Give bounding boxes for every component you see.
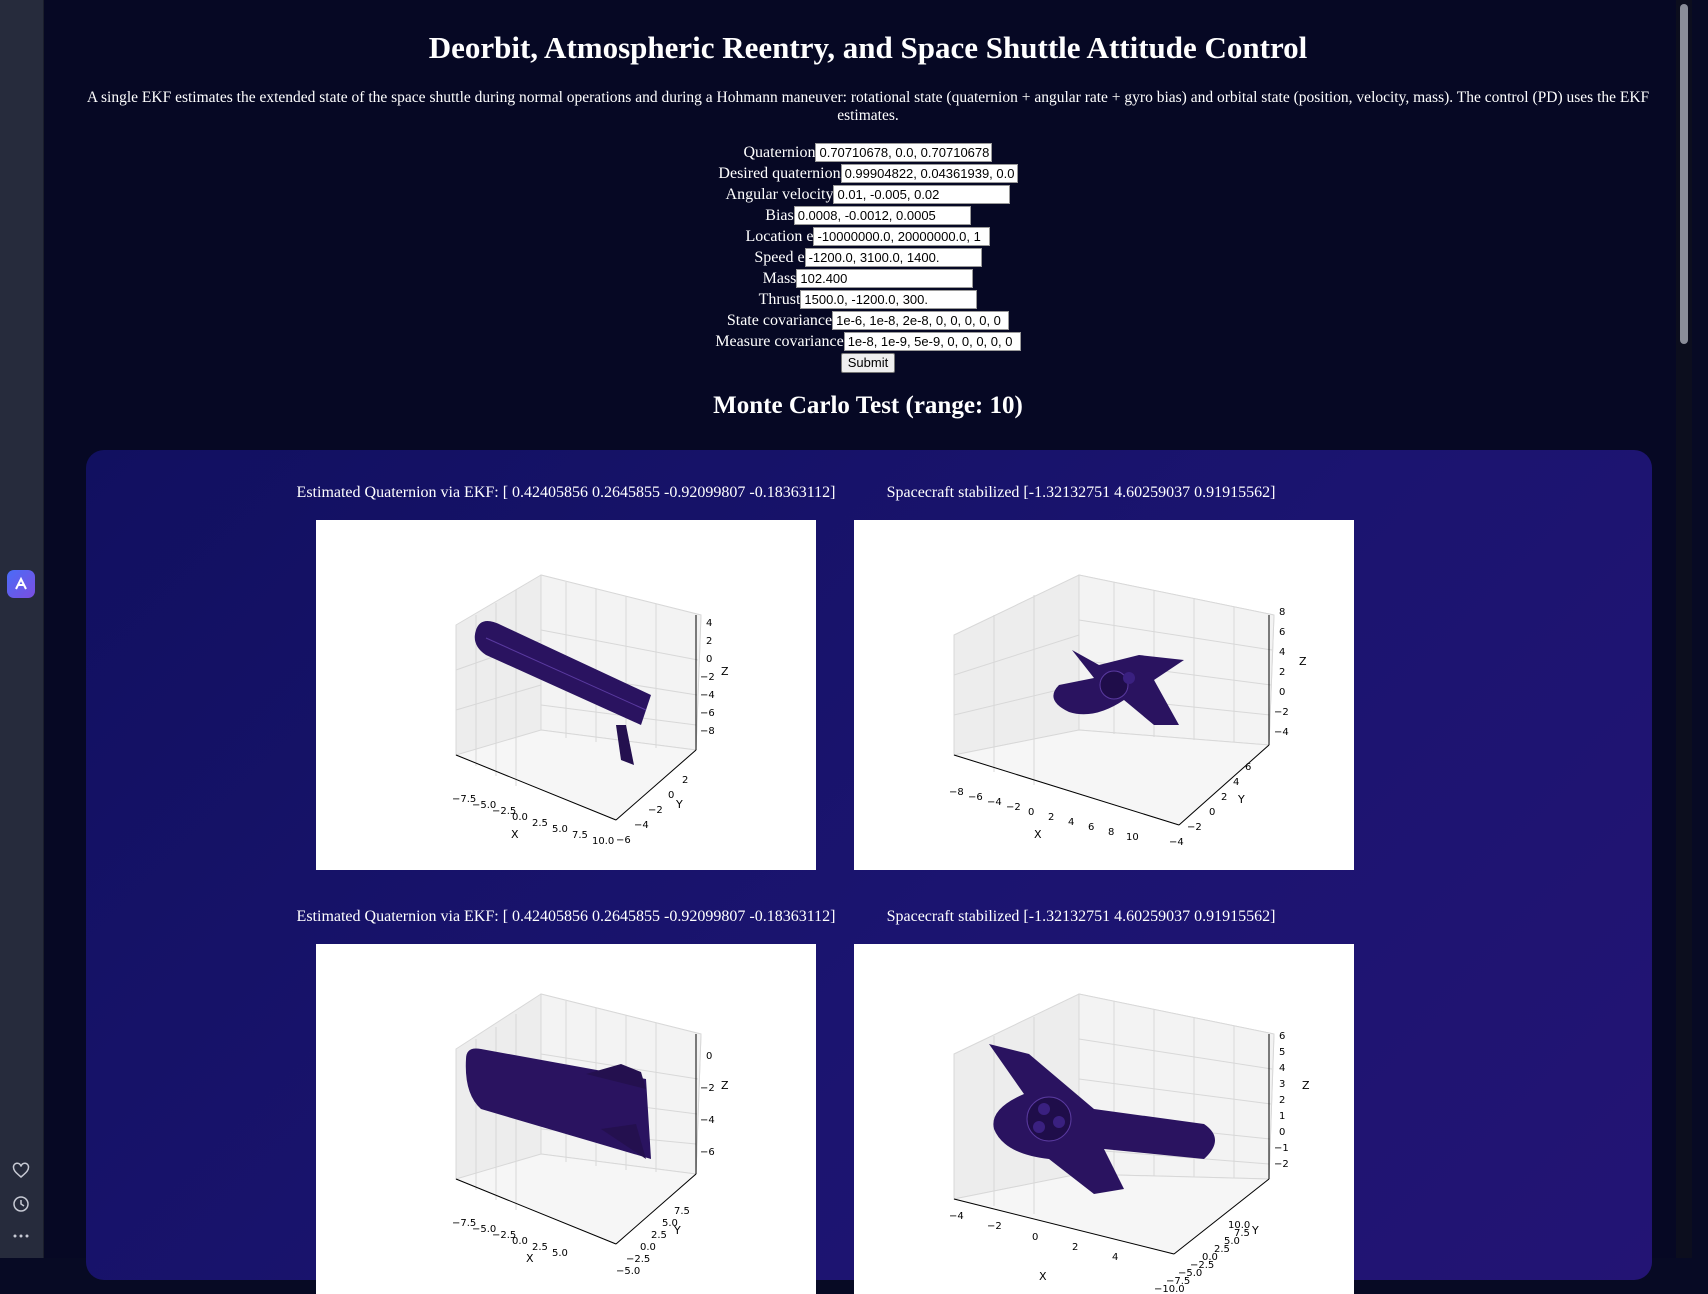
more-icon[interactable]: [10, 1225, 32, 1247]
tick-label: −4: [700, 1115, 715, 1126]
form-row-bias: [765, 205, 970, 226]
tick-label: 2.5: [651, 1230, 667, 1241]
results-panel: [86, 450, 1652, 1294]
side-rail: [0, 0, 44, 1258]
tick-label: 1: [1279, 1111, 1286, 1122]
y-axis-label: Y: [676, 798, 683, 811]
tick-label: −5.0: [616, 1266, 641, 1277]
submit-button[interactable]: Submit: [841, 353, 895, 373]
plot-3d: [316, 520, 816, 870]
tick-label: 6: [1279, 1031, 1286, 1042]
tick-label: −6: [700, 1147, 715, 1158]
heart-icon[interactable]: [10, 1160, 32, 1182]
figure-title: Estimated Quaternion via EKF: [ 0.42405856 0.2645855 -0.92099807 -0.18363112]: [296, 908, 836, 925]
tick-label: 5: [1279, 1047, 1286, 1058]
tick-label: −6: [616, 835, 631, 846]
tick-label: 0: [668, 790, 675, 801]
form-row-desired-quaternion: [718, 163, 1017, 184]
z-axis-label: Z: [1302, 1079, 1310, 1092]
bias-input[interactable]: 0.0008, -0.0012, 0.0005: [794, 206, 971, 225]
tick-label: 4: [1233, 777, 1240, 788]
tick-label: −4: [1274, 727, 1289, 738]
tick-label: 7.5: [572, 830, 588, 841]
tick-label: 2: [1072, 1242, 1079, 1253]
tick-label: 0: [1279, 687, 1286, 698]
scrollbar-thumb[interactable]: [1680, 4, 1688, 344]
tick-label: −5.0: [1178, 1268, 1203, 1279]
location-label: Location e: [745, 227, 814, 245]
angular-velocity-label: Angular velocity: [725, 185, 834, 203]
tick-label: −2: [1006, 802, 1021, 813]
form-row-location: [746, 226, 991, 247]
tick-label: 2: [706, 636, 713, 647]
x-ticks: [452, 1218, 568, 1259]
tick-label: 6: [1279, 627, 1286, 638]
figure-title: Spacecraft stabilized [-1.32132751 4.60259037 0.91915562]: [886, 908, 1276, 925]
tick-label: 7.5: [674, 1206, 690, 1217]
tick-label: −2.5: [626, 1254, 651, 1265]
main-page: [44, 0, 1692, 1294]
tick-label: 0: [706, 654, 713, 665]
tick-label: 4: [1279, 647, 1286, 658]
tick-label: −4: [987, 797, 1002, 808]
axis-grid: [456, 575, 701, 820]
tick-label: −6: [968, 792, 983, 803]
tick-label: 8: [1279, 607, 1286, 618]
tick-label: −4: [949, 1211, 964, 1222]
tick-label: −1: [1274, 1143, 1289, 1154]
tick-label: 0: [1032, 1232, 1039, 1243]
x-axis-label: X: [511, 828, 519, 841]
tick-label: −4: [1169, 837, 1184, 848]
form-row-mass: [763, 268, 974, 289]
tick-label: 0.0: [640, 1242, 656, 1253]
z-ticks: [1274, 607, 1289, 738]
tick-label: 6: [1088, 822, 1095, 833]
measure-covariance-label: Measure covariance: [715, 332, 844, 350]
clock-icon[interactable]: [10, 1193, 32, 1215]
form-row-angular-velocity: [726, 184, 1011, 205]
tick-label: 7.5: [1234, 1228, 1250, 1239]
figure-title: Estimated Quaternion via EKF: [ 0.42405856 0.2645855 -0.92099807 -0.18363112]: [296, 484, 836, 501]
tick-label: −2: [1187, 822, 1202, 833]
tick-label: 0: [1279, 1127, 1286, 1138]
z-ticks: [700, 618, 715, 737]
x-axis-label: X: [1034, 828, 1042, 841]
tick-label: −2: [1274, 707, 1289, 718]
speed-label: Speed e: [754, 248, 805, 266]
y-axis-label: Y: [1252, 1224, 1259, 1237]
form-row-measure-covariance: [715, 331, 1020, 352]
location-input[interactable]: -10000000.0, 20000000.0, 1: [813, 227, 990, 246]
x-axis-label: X: [526, 1252, 534, 1265]
plot-3d: [316, 944, 816, 1294]
tick-label: −2.5: [492, 1230, 517, 1241]
mass-label: Mass: [762, 269, 797, 287]
page-title: Deorbit, Atmospheric Reentry, and Space Shuttle Attitude Control: [428, 30, 1308, 65]
desired-quaternion-input[interactable]: 0.99904822, 0.04361939, 0.0: [841, 164, 1018, 183]
z-axis-label: Z: [1299, 655, 1307, 668]
tick-label: −5.0: [472, 1224, 497, 1235]
tick-label: 0.0: [1202, 1252, 1218, 1263]
state-covariance-input[interactable]: 1e-6, 1e-8, 2e-8, 0, 0, 0, 0, 0: [832, 311, 1009, 330]
tick-label: 2: [682, 775, 689, 786]
tick-label: −4: [634, 820, 649, 831]
measure-covariance-input[interactable]: 1e-8, 1e-9, 5e-9, 0, 0, 0, 0, 0: [844, 332, 1021, 351]
speed-input[interactable]: -1200.0, 3100.0, 1400.: [805, 248, 982, 267]
tick-label: 10: [1126, 832, 1139, 843]
tick-label: 4: [1279, 1063, 1286, 1074]
tick-label: −2: [648, 805, 663, 816]
tick-label: −7.5: [452, 1218, 477, 1229]
tick-label: −6: [700, 708, 715, 719]
bias-label: Bias: [765, 206, 794, 224]
tick-label: 3: [1279, 1079, 1286, 1090]
thrust-input[interactable]: 1500.0, -1200.0, 300.: [800, 290, 977, 309]
y-axis-label: Y: [674, 1224, 681, 1237]
tick-label: −2: [987, 1221, 1002, 1232]
tick-label: 2: [1279, 1095, 1286, 1106]
tick-label: −2.5: [492, 806, 517, 817]
form-row-quaternion: [744, 142, 993, 163]
tick-label: 5.0: [1224, 1236, 1240, 1247]
tick-label: 0.0: [512, 1236, 528, 1247]
ekf-form: [44, 142, 1692, 373]
form-row-speed: [754, 247, 981, 268]
z-axis-label: Z: [721, 1079, 729, 1092]
tick-label: 2: [1221, 792, 1228, 803]
form-row-state-covariance: [727, 310, 1009, 331]
tick-label: −8: [700, 726, 715, 737]
tick-label: −8: [949, 787, 964, 798]
figure-title: Spacecraft stabilized [-1.32132751 4.60259037 0.91915562]: [886, 484, 1276, 501]
tick-label: 6: [1245, 762, 1252, 773]
z-ticks: [700, 1051, 715, 1158]
monte-carlo-heading: Monte Carlo Test (range: 10): [713, 392, 1023, 419]
angular-velocity-input[interactable]: 0.01, -0.005, 0.02: [833, 185, 1010, 204]
plot-3d: [854, 944, 1354, 1294]
tick-label: 0.0: [512, 812, 528, 823]
state-covariance-label: State covariance: [726, 311, 833, 329]
x-axis-label: X: [1039, 1270, 1047, 1283]
tick-label: −5.0: [472, 800, 497, 811]
tick-label: 8: [1108, 827, 1115, 838]
tick-label: −4: [700, 690, 715, 701]
tick-label: −7.5: [1166, 1276, 1191, 1287]
quaternion-label: Quaternion: [743, 143, 816, 161]
plot-3d: [854, 520, 1354, 870]
tick-label: 4: [1112, 1252, 1119, 1263]
form-row-thrust: [759, 289, 978, 310]
tick-label: 4: [1068, 817, 1075, 828]
tick-label: −2: [1274, 1159, 1289, 1170]
tick-label: 2.5: [532, 1242, 548, 1253]
z-ticks: [1274, 1031, 1289, 1170]
tick-label: 2.5: [1214, 1244, 1230, 1255]
tick-label: 2: [1048, 812, 1055, 823]
tick-label: 2: [1279, 667, 1286, 678]
thrust-label: Thrust: [758, 290, 801, 308]
tick-label: 10.0: [1228, 1220, 1251, 1231]
app-icon[interactable]: [7, 570, 35, 598]
tick-label: −2.5: [1190, 1260, 1215, 1271]
tick-label: 0: [1028, 807, 1035, 818]
tick-label: 0: [706, 1051, 713, 1062]
tick-label: 5.0: [552, 1248, 568, 1259]
y-axis-label: Y: [1238, 793, 1245, 806]
tick-label: −10.0: [1154, 1284, 1185, 1294]
quaternion-input[interactable]: 0.70710678, 0.0, 0.70710678: [815, 143, 992, 162]
tick-label: −7.5: [452, 794, 477, 805]
scrollbar[interactable]: [1676, 0, 1692, 1258]
z-axis-label: Z: [721, 665, 729, 678]
tick-label: 5.0: [662, 1218, 678, 1229]
tick-label: 10.0: [592, 836, 615, 847]
page-description: A single EKF estimates the extended state of the space shuttle during normal operations and during a Hohmann maneuver: rotational state (quaternion + angular rate + gyro bias) and orbital state (position, velocity, mass). The control (PD) uses the EKF estimates.: [86, 89, 1650, 124]
tick-label: 2.5: [532, 818, 548, 829]
tick-label: −2: [700, 672, 715, 683]
tick-label: 5.0: [552, 824, 568, 835]
desired-quaternion-label: Desired quaternion: [718, 164, 841, 182]
tick-label: 0: [1209, 807, 1216, 818]
tick-label: 4: [706, 618, 713, 629]
tick-label: −2: [700, 1083, 715, 1094]
mass-input[interactable]: 102.400: [796, 269, 973, 288]
